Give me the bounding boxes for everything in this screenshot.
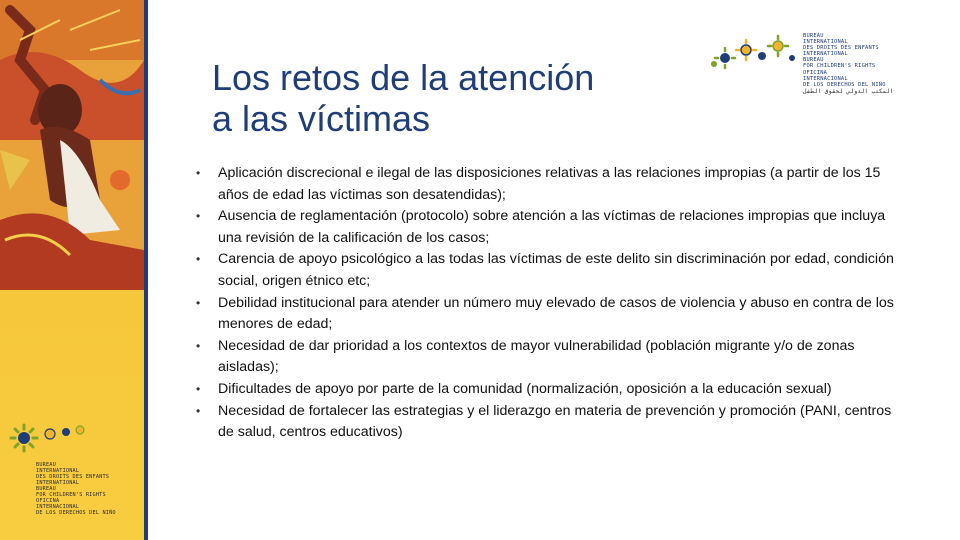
list-item: • Dificultades de apoyo por parte de la comunidad (normalización, oposición a la educación sexual) <box>196 380 832 397</box>
sidebar-edge <box>144 0 148 540</box>
sun-flowers-icon <box>8 420 138 462</box>
header-logo-arabic: المكتب الدولي لحقوق الطفل <box>803 87 894 95</box>
title-line-1: Los retos de la atención <box>212 57 595 98</box>
list-item: • Necesidad de fortalecer las estrategias y el liderazgo en materia de prevención y promoción (PANI, centros de salud, centros educativos) <box>196 402 892 441</box>
list-item: • Ausencia de reglamentación (protocolo) sobre atención a las víctimas de relaciones impropias que incluya una revisión de la calificación de los casos; <box>196 208 886 246</box>
header-logo-text: BUREAU INTERNATIONAL DES DROITS DES ENFANTS INTERNATIONAL BUREAU FOR CHILDREN'S RIGHTS OFICINA INTERNACIONAL DE LOS DERECHOS DEL NIÑO المكتب الدولي لحقوق الطفل <box>803 33 910 95</box>
slide-title <box>212 57 692 139</box>
list-item: • Aplicación discrecional e ilegal de las disposiciones relativas a las relaciones impropias (a partir de los 15 años de edad las víctimas son desatendidas); <box>196 165 881 203</box>
list-item: • Debilidad institucional para atender un número muy elevado de casos de violencia y abuso en contra de los menores de edad; <box>196 294 894 333</box>
sidebar-logo-text: BUREAU INTERNATIONAL DES DROITS DES ENFANTS INTERNATIONAL BUREAU FOR CHILDREN'S RIGHTS OFICINA INTERNACIONAL DE LOS DERECHOS DEL NIÑO <box>36 462 116 516</box>
left-sidebar <box>0 0 148 540</box>
list-item: • Carencia de apoyo psicológico a las todas las víctimas de este delito sin discriminación por edad, condición social, origen étnico etc; <box>196 251 894 289</box>
sidebar-organization-logo <box>8 420 138 530</box>
list-item: • Necesidad de dar prioridad a los contextos de mayor vulnerabilidad (población migrante y/o de zonas aisladas); <box>196 337 855 376</box>
title-line-2: a las víctimas <box>212 98 431 139</box>
sun-flowers-icon <box>700 30 800 80</box>
decorative-painting <box>0 0 144 290</box>
header-organization-logo <box>700 30 910 110</box>
challenges-list <box>194 163 910 444</box>
